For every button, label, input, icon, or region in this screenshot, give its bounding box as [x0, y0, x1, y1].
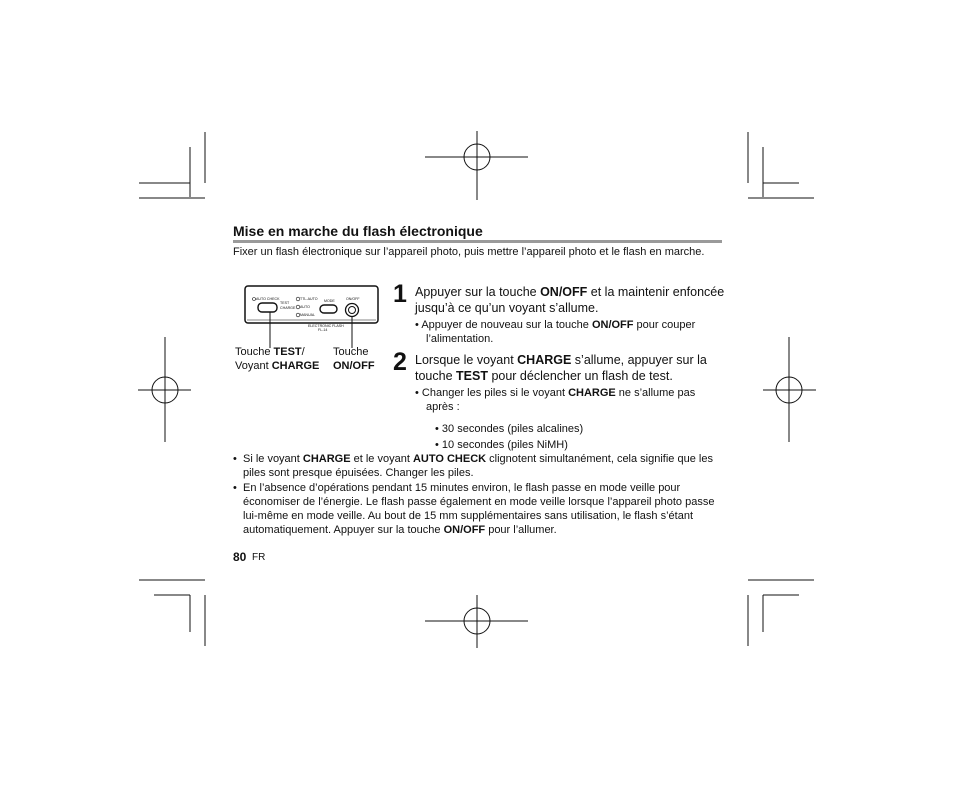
- caption-on-off: Touche ON/OFF: [333, 346, 375, 372]
- intro-text: Fixer un flash électronique sur l’appareil photo, puis mettre l’appareil photo et le flash en marche.: [233, 246, 705, 258]
- notes-list: [233, 452, 723, 538]
- note-item: • Si le voyant CHARGE et le voyant AUTO CHECK clignotent simultanément, cela signifie que les piles sont presque épuisées. Changer les piles.: [233, 453, 713, 480]
- section-title: Mise en marche du flash électronique: [233, 222, 722, 243]
- step-2: [415, 352, 735, 452]
- step-1-note: • Appuyer de nouveau sur la touche ON/OFF pour couper l’alimentation.: [415, 319, 696, 345]
- label-on-off: ON/OFF: [346, 297, 360, 301]
- language-code: FR: [252, 552, 266, 563]
- step-2-subitem: • 10 secondes (piles NiMH): [435, 439, 568, 451]
- label-ttl-auto: TTL-AUTO: [300, 297, 318, 301]
- test-button[interactable]: [258, 303, 277, 312]
- label-mode: MODE: [324, 299, 335, 303]
- note-item: • En l’absence d’opérations pendant 15 minutes environ, le flash passe en mode veille pour économiser de l’énergie. Le flash passe également en mode veille lorsque l’appareil photo passe lui-même en mode veille. Au bout de 15 mm supplémentaires sans utilisation, le flash s’étant automatiquement. Appuyer sur la touche ON/OFF pour l’allumer.: [233, 481, 715, 537]
- label-test: TEST: [280, 301, 290, 305]
- caption-test-charge: Touche TEST/ Voyant CHARGE: [235, 346, 320, 372]
- step-2-number: 2: [393, 348, 407, 376]
- on-off-button[interactable]: [346, 304, 359, 317]
- label-unit-name: ELECTRONIC FLASH: [308, 324, 344, 328]
- step-2-subitem: • 30 secondes (piles alcalines): [435, 423, 584, 435]
- label-unit-model: FL-14: [318, 328, 328, 332]
- step-1-text: Appuyer sur la touche ON/OFF et la maintenir enfoncée jusqu’à ce qu’un voyant s’allume.: [415, 285, 725, 315]
- label-charge: CHARGE: [280, 306, 296, 310]
- step-1-number: 1: [393, 280, 407, 308]
- label-auto: AUTO: [300, 305, 310, 309]
- page-number: 80: [233, 550, 247, 564]
- label-manual: MANUAL: [300, 313, 315, 317]
- step-2-text: Lorsque le voyant CHARGE s’allume, appuyer sur la touche TEST pour déclencher un flash de test.: [415, 353, 707, 383]
- label-auto-check: AUTO CHECK: [256, 297, 280, 301]
- step-2-note: • Changer les piles si le voyant CHARGE ne s’allume pas après :: [415, 387, 696, 413]
- step-1: [415, 284, 735, 346]
- mode-button[interactable]: [320, 305, 337, 313]
